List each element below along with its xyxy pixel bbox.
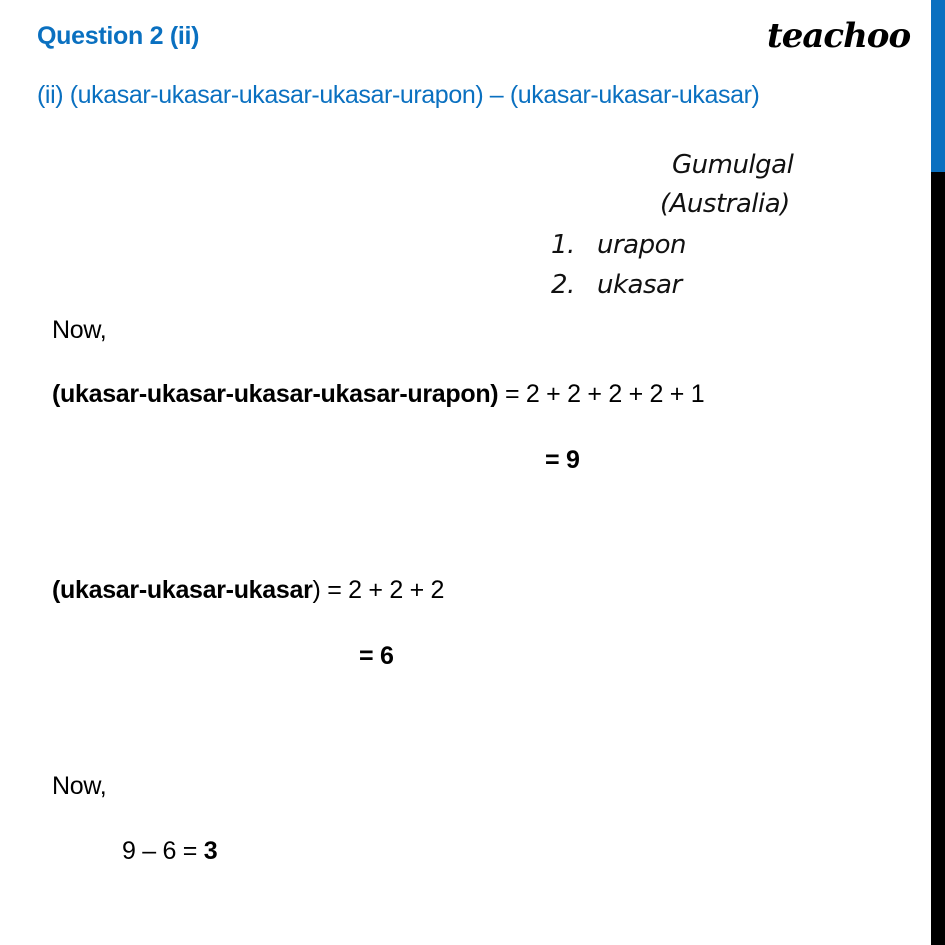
question-text: (ii) (ukasar-ukasar-ukasar-ukasar-urapon) – (ukasar-ukasar-ukasar) [37, 81, 760, 109]
note-item-word: ukasar [597, 270, 682, 300]
final-lhs: 9 – 6 = [122, 837, 204, 865]
note-item-word: urapon [597, 230, 686, 260]
final-calculation [122, 837, 217, 866]
expression-2-result: = 6 [359, 642, 394, 670]
note-item-number: 1. [551, 230, 575, 260]
expression-1-result: = 9 [545, 446, 580, 474]
right-edge-accent [931, 0, 945, 172]
expression-1-term: (ukasar-ukasar-ukasar-ukasar-urapon) [52, 380, 499, 408]
expression-2 [52, 576, 444, 605]
note-item-number: 2. [551, 270, 575, 300]
final-answer: 3 [203, 837, 218, 865]
note-heading-line2: (Australia) [660, 189, 790, 219]
expression-1 [52, 380, 704, 409]
now-label: Now, [52, 316, 107, 344]
teachoo-logo: teachoo [767, 16, 911, 56]
note-heading-line1: Gumulgal [672, 150, 794, 180]
expression-1-rhs: = 2 + 2 + 2 + 2 + 1 [498, 380, 705, 408]
expression-2-rhs: = 2 + 2 + 2 [320, 576, 445, 604]
expression-2-term: (ukasar-ukasar-ukasar [52, 576, 313, 604]
expression-2-paren: ) [312, 576, 321, 604]
now-label: Now, [52, 772, 107, 800]
right-edge-bar [931, 0, 945, 945]
question-title: Question 2 (ii) [37, 22, 200, 50]
